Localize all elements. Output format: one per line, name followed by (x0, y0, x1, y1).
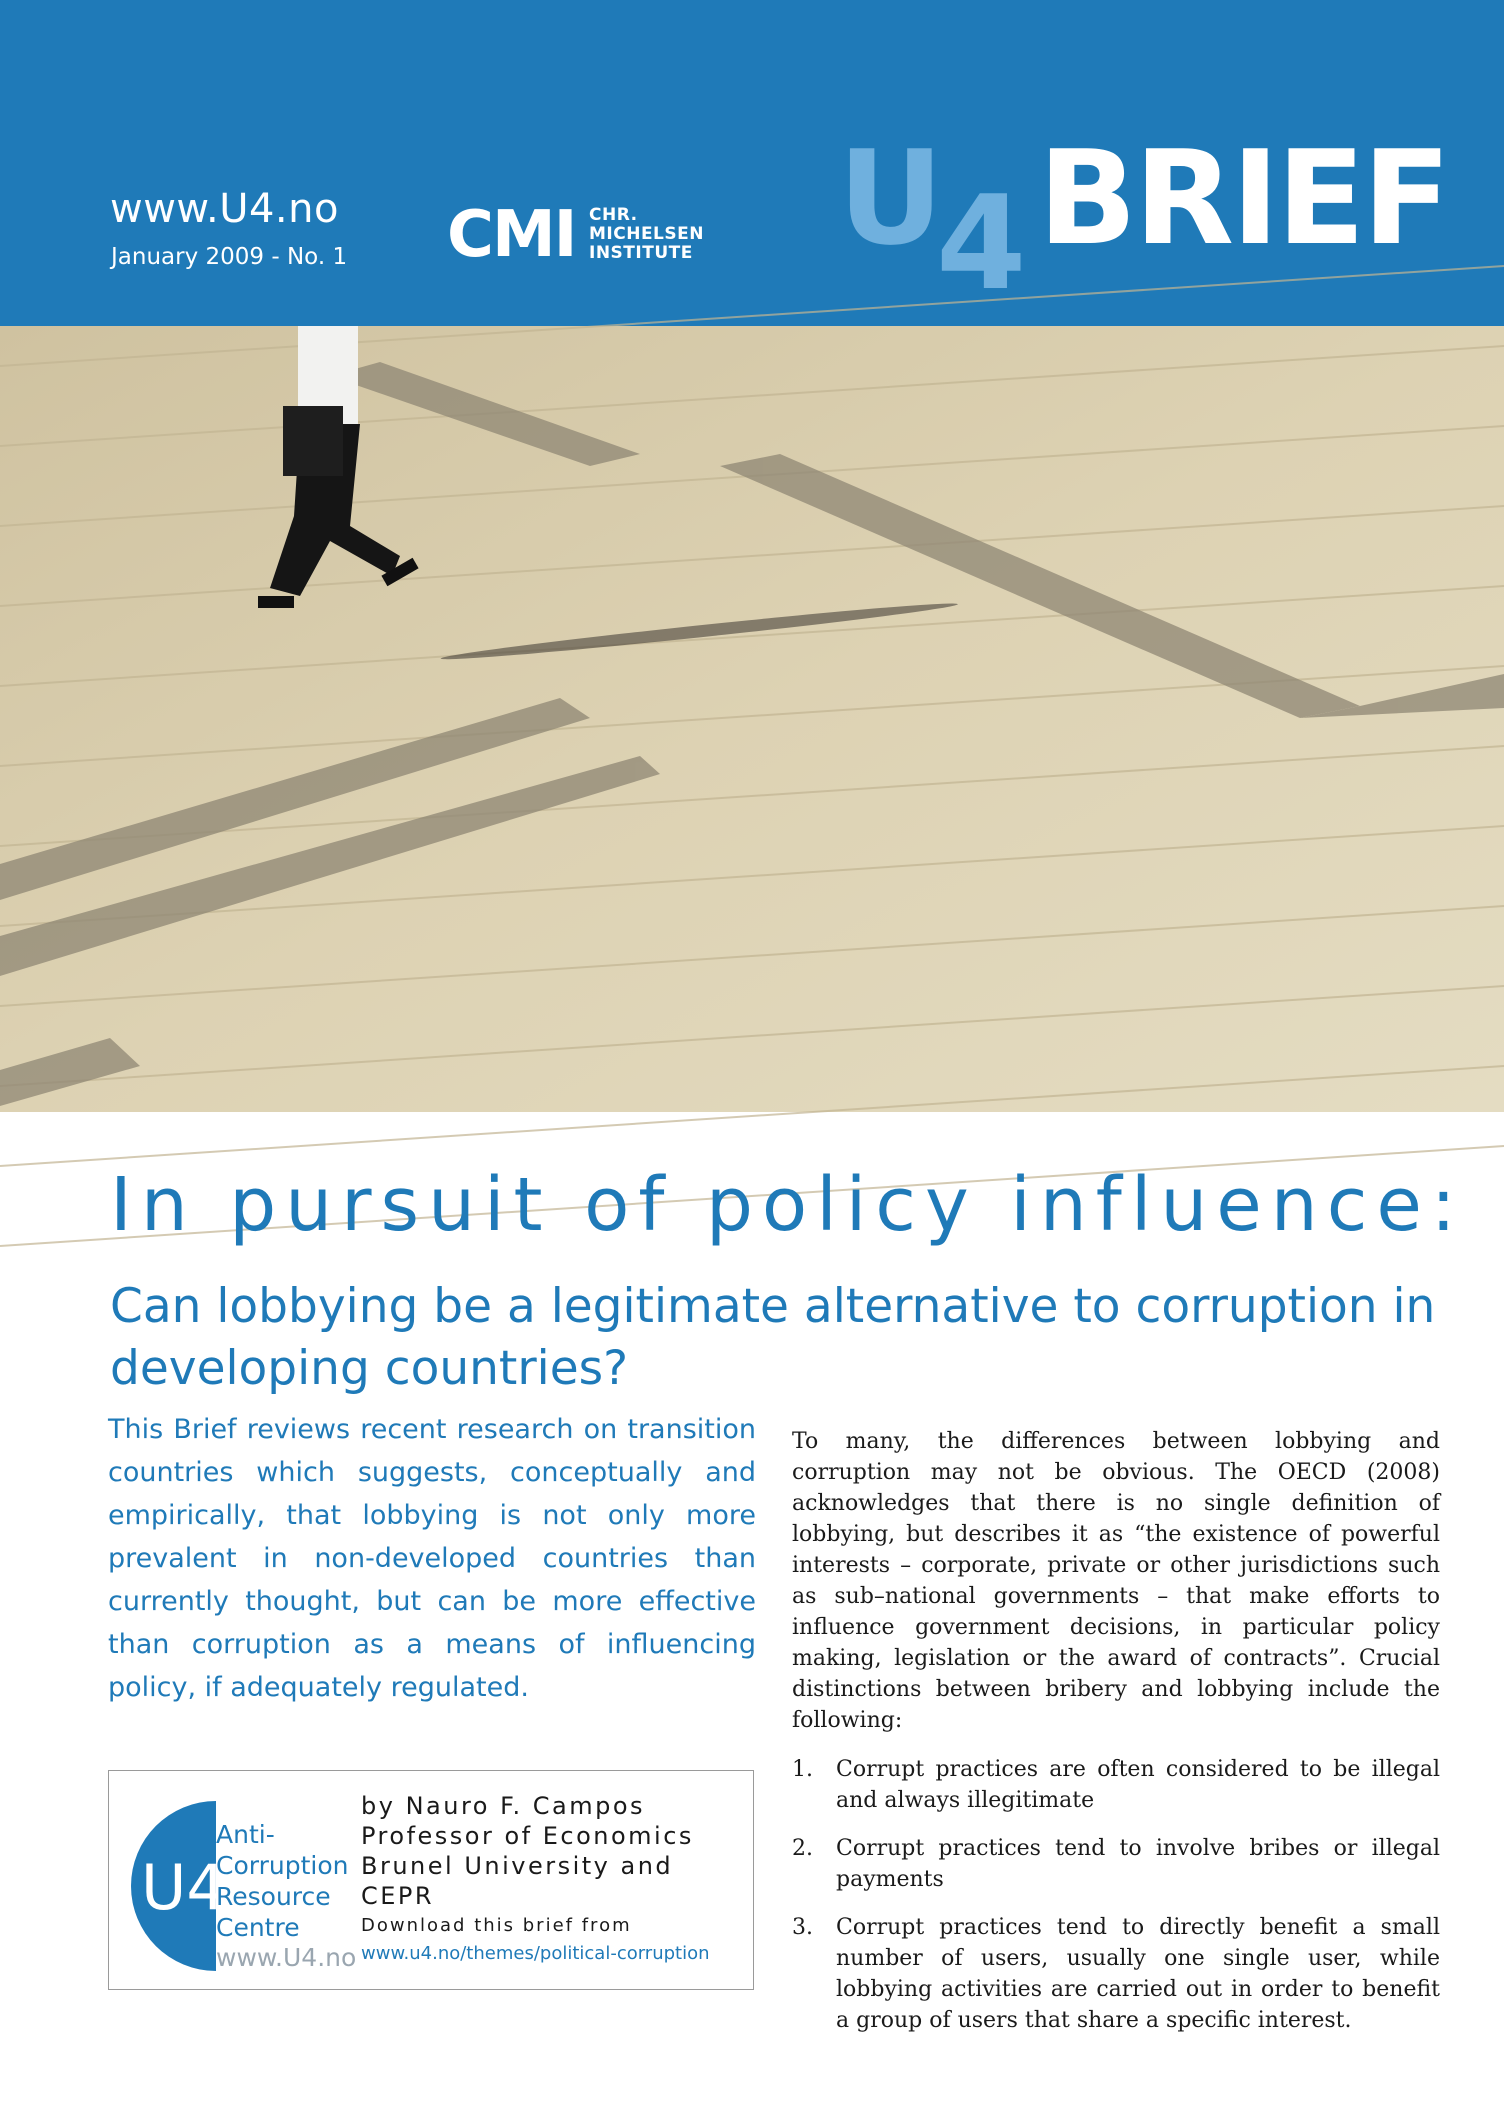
cmi-name (589, 206, 704, 263)
list-item-text: Corrupt practices tend to directly benefit a small number of users, usually one single user, while lobbying activities are carried out in order to benefit a group of users that share a specific interest. (836, 1915, 1440, 2033)
page-title: In pursuit of policy influence: (110, 1162, 1465, 1248)
u4-logo-line: Resource (216, 1882, 331, 1911)
list-item (792, 1754, 1440, 1816)
author-box (108, 1770, 754, 1990)
list-item-number: 3. (792, 1915, 813, 1940)
cover-photo (0, 326, 1504, 1112)
download-link[interactable]: www.u4.no/themes/political-corruption (361, 1943, 710, 1964)
issue-line: January 2009 - No. 1 (111, 244, 348, 270)
u4-logo-line: Anti- (216, 1820, 275, 1849)
list-item-text: Corrupt practices tend to involve bribes or illegal payments (836, 1836, 1440, 1892)
list-item (792, 1912, 1440, 2036)
u4-resource-centre-logo (121, 1801, 357, 1972)
author-line: by Nauro F. Campos (361, 1792, 646, 1820)
download-label: Download this brief from (361, 1915, 632, 1936)
intro-paragraph: To many, the differences between lobbying and corruption may not be obvious. The OECD (2008) acknowledges that there is no single definition of lobbying, but describes it as “the existence of powerful interests – corporate, private or other jurisdictions such as sub–national governments – that make efforts to influence government decisions, in particular policy making, legislation or the award of contracts”. Crucial distinctions between bribery and lobbying include the following: (792, 1429, 1440, 1733)
cmi-name-line: MICHELSEN (589, 224, 704, 244)
page-subtitle: Can lobbying be a legitimate alternative to corruption in developing countries? (110, 1279, 1436, 1396)
cmi-name-line: INSTITUTE (589, 243, 693, 263)
abstract: This Brief reviews recent research on transition countries which suggests, conceptually and empirically, that lobbying is not only more prevalent in non-developed countries than currently thought, but can be more effective than corruption as a means of influencing policy, if adequately regulated. (108, 1414, 756, 1703)
u4-logo-line: Centre (216, 1913, 300, 1942)
list-item-number: 2. (792, 1836, 813, 1861)
list-item (792, 1833, 1440, 1895)
cmi-logo (447, 200, 737, 270)
brand-u: U (838, 122, 944, 274)
author-byline (361, 1791, 741, 1911)
cmi-mark: CMI (447, 198, 576, 272)
site-url[interactable]: www.U4.no (110, 186, 339, 232)
list-item-text: Corrupt practices are often considered to be illegal and always illegitimate (836, 1757, 1440, 1813)
brand-4: 4 (936, 167, 1027, 319)
u4-logo-line: Corruption (216, 1851, 349, 1880)
u4-logo-label (216, 1819, 348, 1943)
u4-logo-url[interactable]: www.U4.no (216, 1943, 357, 1972)
pavement-illustration (0, 326, 1504, 1112)
header-banner (0, 0, 1504, 326)
u4-logo-mark: U4 (141, 1851, 226, 1924)
cmi-name-line: CHR. (589, 205, 638, 225)
author-line: Brunel University and (361, 1852, 674, 1880)
author-line: CEPR (361, 1882, 435, 1910)
author-line: Professor of Economics (361, 1822, 694, 1850)
u4-brief-logo (838, 122, 1478, 319)
brand-word: BRIEF (1038, 122, 1449, 274)
body-column (792, 1426, 1440, 2053)
distinctions-list (792, 1754, 1440, 2036)
u4-half-circle-icon (121, 1801, 226, 1971)
list-item-number: 1. (792, 1757, 813, 1782)
